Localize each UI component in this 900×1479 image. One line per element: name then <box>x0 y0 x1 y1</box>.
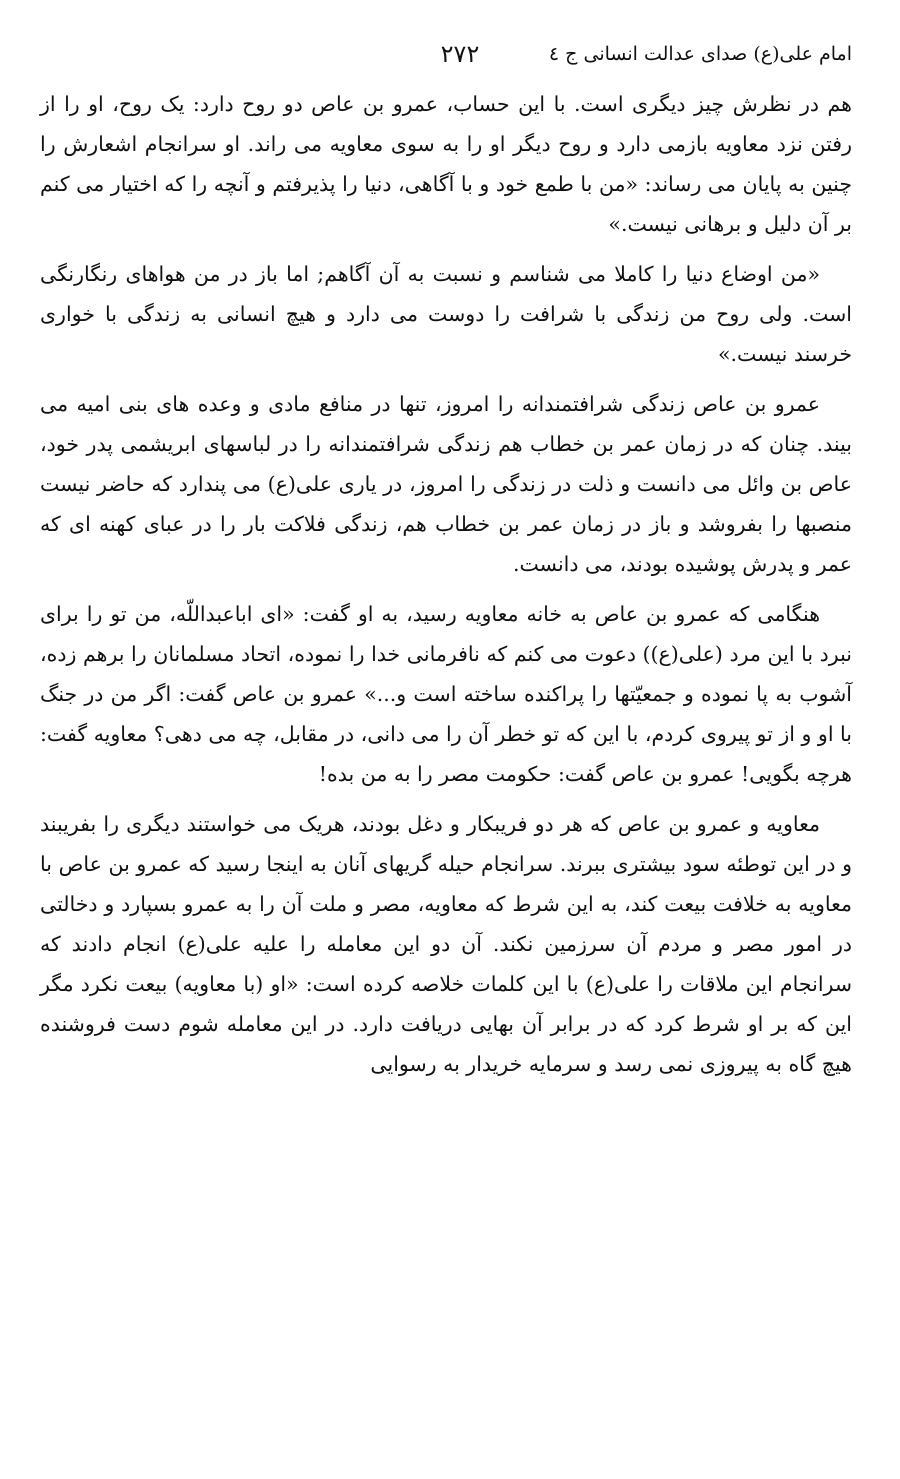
paragraph: هم در نظرش چیز دیگری است. با این حساب، عمرو بن عاص دو روح دارد: یک روح، او را از رفتن نزد معاویه بازمی دارد و روح دیگر او را به سوی معاویه می راند. او سرانجام اشعارش را چنین به پایان می رساند: «من با طمع خود و با آگاهی، دنیا را پذیرفتم و آنچه را که اختیار می کنم بر آن دلیل و برهانی نیست.» <box>40 92 852 236</box>
paragraph: هنگامی که عمرو بن عاص به خانه معاویه رسید، به او گفت: «ای اباعبداللّه، من تو را برای نبرد با این مرد (علی(ع)) دعوت می کنم که نافرمانی خدا را نموده، اتحاد مسلمانان را برهم زده، آشوب به پا نموده و جمعیّتها را پراکنده ساخته است و...» عمرو بن عاص گفت: اگر من در جنگ با او و از تو پیروی کردم، با این که تو خطر آن را می دانی، در مقابل، چه می دهی؟ معاویه گفت: هرچه بگویی! عمرو بن عاص گفت: حکومت مصر را به من بده! <box>40 602 852 786</box>
page-number: ٢٧٢ <box>440 40 480 68</box>
page-header <box>40 34 852 74</box>
paragraph: عمرو بن عاص زندگی شرافتمندانه را امروز، تنها در منافع مادی و وعده های بنی امیه می بیند. چنان که در زمان عمر بن خطاب هم زندگی شرافتمندانه را در لباسهای ابریشمی پدر خود، عاص بن وائل می دانست و ذلت در زندگی را امروز، در یاری علی(ع) می پندارد که حاضر نیست منصبها را بفروشد و باز در زمان عمر بن خطاب هم، زندگی فلاکت بار را در عبای کهنه ای که عمر و پدرش پوشیده بودند، می دانست. <box>40 392 852 576</box>
body-text <box>40 84 852 1094</box>
paragraph: «من اوضاع دنیا را کاملا می شناسم و نسبت به آن آگاهم; اما باز در من هواهای رنگارنگی است. ولی روح من زندگی با شرافت را دوست می دارد و هیچ انسانی به زندگی با خواری خرسند نیست.» <box>40 262 852 366</box>
paragraph: معاویه و عمرو بن عاص که هر دو فریبکار و دغل بودند، هریک می خواستند دیگری را بفریبند و در این توطئه سود بیشتری ببرند. سرانجام حیله گریهای آنان به اینجا رسید که عمرو بن عاص با معاویه به خلافت بیعت کند، به این شرط که معاویه، مصر و ملت آن را به عمرو بسپارد و دخالتی در امور مصر و مردم آن سرزمین نکند. آن دو این معامله را علیه علی(ع) انجام دادند که سرانجام این ملاقات را علی(ع) با این کلمات خلاصه کرده است: «او (با معاویه) بیعت نکرد مگر این که بر او شرط کرد که در برابر آن بهایی دریافت دارد. در این معامله شوم دست فروشنده هیچ گاه به پیروزی نمی رسد و سرمایه خریدار به رسوایی <box>40 812 852 1076</box>
running-title: امام علی(ع) صدای عدالت انسانی ج ٤ <box>548 43 852 65</box>
